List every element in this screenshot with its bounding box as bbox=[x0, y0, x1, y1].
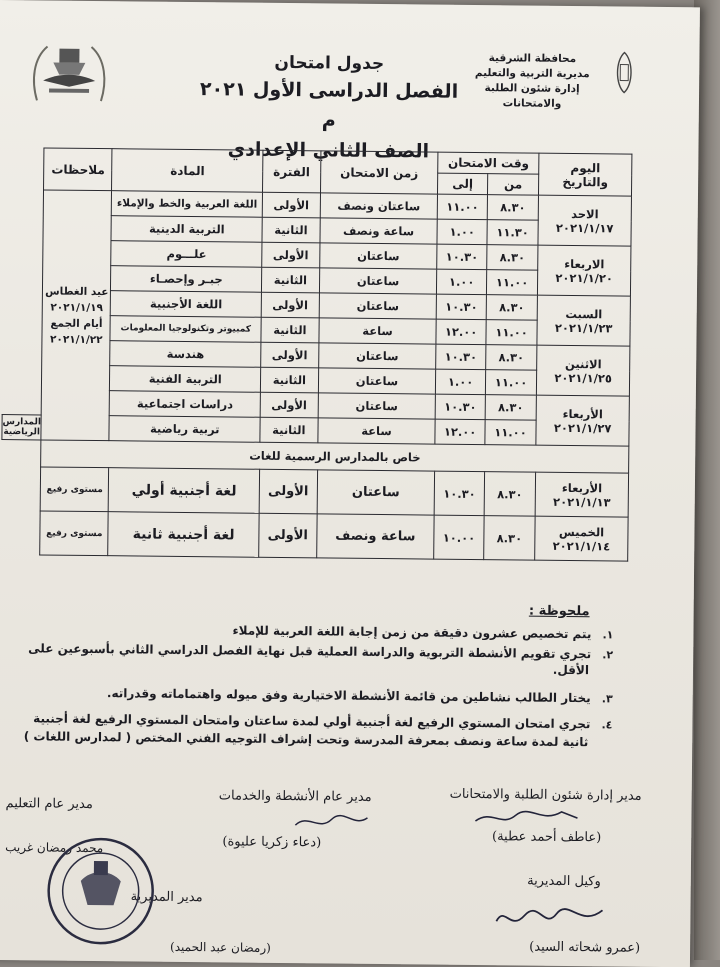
signature-exams-name: (عاطف أحمد عطية) bbox=[491, 829, 602, 846]
period-cell: الثانية bbox=[262, 267, 320, 293]
duration-cell: ساعتان bbox=[318, 368, 436, 394]
time-to-cell: ١٠.٣٠ bbox=[434, 471, 484, 516]
language-schools-title: خاص بالمدارس الرسمية للغات bbox=[41, 440, 629, 473]
header-period: الفترة bbox=[263, 150, 321, 193]
time-to-cell: ١.٠٠ bbox=[437, 269, 487, 295]
signature-exams-title: مدير إدارة شئون الطلبة والامتحانات bbox=[449, 786, 642, 804]
period-cell: الأولى bbox=[260, 392, 318, 418]
subject-cell: تربية رياضية bbox=[109, 416, 260, 443]
header-notes: ملاحظات bbox=[44, 148, 112, 191]
duration-cell: ساعتان bbox=[318, 343, 436, 369]
period-cell: الأولى bbox=[262, 242, 320, 268]
subject-cell: لغة أجنبية أولي bbox=[109, 468, 260, 514]
day-cell: السبت ٢٠٢١/١/٢٣ bbox=[537, 295, 630, 346]
note-item: ٣.يختار الطالب نشاطين من قائمة الأنشطة الاختيارية وفق ميوله واهتماماته وقدراته. bbox=[106, 686, 613, 706]
time-to-cell: ١٢.٠٠ bbox=[436, 319, 486, 345]
table-row bbox=[4, 190, 631, 222]
duration-cell: ساعة ونصف bbox=[320, 218, 438, 244]
duration-cell: ساعة bbox=[317, 418, 435, 444]
subject-cell: هندسة bbox=[110, 341, 261, 368]
note-item: ٤.تجري امتحان المستوي الرفيع لغة أجنبية أولي لمدة ساعتان وامتحان المستوي الرفيع لغة أجنبية bbox=[33, 711, 613, 732]
period-cell: الثانية bbox=[260, 417, 318, 443]
period-cell: الأولى bbox=[261, 342, 319, 368]
directorate-line-1: محافظة الشرقية bbox=[488, 52, 577, 66]
signature-director-title: مدير المديرية bbox=[130, 889, 203, 906]
time-to-cell: ١٢.٠٠ bbox=[435, 419, 485, 445]
period-cell: الأولى bbox=[259, 513, 317, 558]
time-from-cell: ١١.٠٠ bbox=[485, 420, 537, 446]
time-from-cell: ٨.٣٠ bbox=[487, 195, 539, 221]
notes-cell: عيد الغطاس ٢٠٢١/١/١٩ أيام الجمع ٢٠٢١/١/٢٢ bbox=[41, 190, 112, 441]
subject-cell: اللغة الأجنبية bbox=[111, 291, 262, 318]
duration-cell: ساعتان bbox=[319, 293, 437, 319]
exam-schedule-table bbox=[0, 147, 632, 562]
subject-cell: لغة أجنبية ثانية bbox=[108, 512, 259, 558]
eagle-emblem-icon bbox=[29, 40, 110, 111]
time-from-cell: ٨.٣٠ bbox=[486, 295, 538, 321]
note-item: ٢.تجري تقويم الأنشطة التربوية والدراسة العملية قبل نهاية الفصل الدراسي الثاني بأسبوعين على bbox=[28, 641, 614, 662]
period-cell: الأولى bbox=[262, 192, 320, 218]
title-line-3: الصف الثاني الإعدادي bbox=[227, 138, 430, 163]
title-line-2: الفصل الدراسى الأول ٢٠٢١ م bbox=[199, 78, 459, 132]
time-from-cell: ٨.٣٠ bbox=[485, 395, 537, 421]
row-note-cell: المدارس الرياضية bbox=[2, 415, 42, 440]
header-subject: المادة bbox=[112, 149, 263, 193]
official-stamp-icon bbox=[35, 830, 166, 951]
header-from: من bbox=[487, 174, 539, 196]
subject-cell: كمبيوتر وتكنولوجيا المعلومات bbox=[110, 316, 261, 343]
duration-cell: ساعتان bbox=[317, 470, 435, 515]
day-cell: الأربعاء ٢٠٢١/١/١٣ bbox=[535, 472, 628, 517]
period-cell: الأولى bbox=[261, 292, 319, 318]
notes-section bbox=[0, 598, 634, 750]
time-from-cell: ١١.٠٠ bbox=[485, 370, 537, 396]
note-item-continuation: ثانية لمدة ساعة ونصف بمعرفة المدرسة وتحت إشراف التوجيه الفني المختص ( لمدارس اللغات ) bbox=[23, 729, 589, 750]
duration-cell: ساعتان ونصف bbox=[320, 193, 438, 219]
time-to-cell: ١١.٠٠ bbox=[438, 194, 488, 220]
directorate-line-2: مديرية التربية والتعليم bbox=[474, 66, 590, 81]
time-from-cell: ٨.٣٠ bbox=[487, 245, 539, 271]
subject-cell: علـــوم bbox=[111, 241, 262, 268]
day-cell: الخميس ٢٠٢١/١/١٤ bbox=[535, 516, 628, 561]
signature-deputy-name: (عمرو شحاته السيد) bbox=[529, 939, 641, 956]
notes-title: ملحوظة : bbox=[528, 603, 590, 620]
subject-cell: التربية الدينية bbox=[111, 216, 262, 243]
time-to-cell: ١.٠٠ bbox=[437, 219, 487, 245]
signature-deputy-title: وكيل المديرية bbox=[527, 873, 601, 890]
signature-activities-name: (دعاء زكريا عليوة) bbox=[222, 834, 322, 851]
header-to: إلى bbox=[438, 173, 488, 195]
time-to-cell: ١٠.٣٠ bbox=[437, 294, 487, 320]
duration-cell: ساعة ونصف bbox=[316, 514, 434, 559]
header-day-date: اليوم والتاريخ bbox=[539, 153, 632, 196]
signature-education-title: مدير عام التعليم bbox=[5, 796, 93, 813]
signature-scribble-icon bbox=[490, 901, 610, 936]
header-duration: زمن الامتحان bbox=[320, 151, 438, 194]
table-row bbox=[1, 467, 628, 518]
period-cell: الأولى bbox=[259, 469, 317, 514]
period-cell: الثانية bbox=[262, 217, 320, 243]
note-item: ١.يتم تخصيص عشرون دقيقة من زمن إجابة اللغة العربية للإملاء bbox=[232, 623, 614, 642]
signature-education-name: محمد رمضان غريب bbox=[5, 840, 104, 856]
duration-cell: ساعة bbox=[319, 318, 437, 344]
row-note-cell: مستوى رفيع bbox=[41, 467, 109, 512]
day-cell: الاثنين ٢٠٢١/١/٢٥ bbox=[537, 345, 630, 396]
time-to-cell: ١٠.٣٠ bbox=[436, 344, 486, 370]
time-from-cell: ١١.٣٠ bbox=[487, 220, 539, 246]
directorate-line-3: إدارة شئون الطلبة والامتحانات bbox=[484, 82, 580, 110]
row-note-cell: مستوى رفيع bbox=[40, 511, 108, 556]
day-cell: الأربعاء ٢٠٢١/١/٢٧ bbox=[536, 395, 629, 446]
time-from-cell: ٨.٣٠ bbox=[484, 472, 536, 517]
directorate-logo-icon bbox=[611, 50, 637, 94]
time-to-cell: ١٠.٠٠ bbox=[434, 515, 484, 560]
duration-cell: ساعتان bbox=[319, 268, 437, 294]
time-from-cell: ١١.٠٠ bbox=[486, 270, 538, 296]
subject-cell: دراسات اجتماعية bbox=[110, 391, 261, 418]
subject-cell: التربية الفنية bbox=[110, 366, 261, 393]
time-from-cell: ٨.٣٠ bbox=[486, 345, 538, 371]
time-from-cell: ٨.٣٠ bbox=[484, 516, 536, 561]
time-to-cell: ١.٠٠ bbox=[436, 369, 486, 395]
duration-cell: ساعتان bbox=[319, 243, 437, 269]
note-item-continuation: الأقل. bbox=[552, 662, 590, 678]
time-to-cell: ١٠.٣٠ bbox=[435, 394, 485, 420]
table-row bbox=[1, 511, 628, 562]
signature-scribble-icon bbox=[471, 805, 581, 830]
day-cell: الاحد ٢٠٢١/١/١٧ bbox=[538, 195, 631, 246]
subject-cell: جبـر وإحصـاء bbox=[111, 266, 262, 293]
title-line-1: جدول امتحان bbox=[274, 52, 385, 75]
day-cell: الاربعاء ٢٠٢١/١/٢٠ bbox=[538, 245, 631, 296]
duration-cell: ساعتان bbox=[318, 393, 436, 419]
signature-director-name: (رمضان عبد الحميد) bbox=[170, 939, 271, 955]
time-from-cell: ١١.٠٠ bbox=[486, 320, 538, 346]
time-to-cell: ١٠.٣٠ bbox=[437, 244, 487, 270]
directorate-header bbox=[457, 51, 608, 113]
header-exam-time: وقت الامتحان bbox=[438, 152, 539, 174]
period-cell: الثانية bbox=[260, 367, 318, 393]
subject-cell: اللغة العربية والخط والإملاء bbox=[112, 191, 263, 218]
period-cell: الثانية bbox=[261, 317, 319, 343]
signature-activities-title: مدير عام الأنشطة والخدمات bbox=[218, 788, 372, 805]
signature-scribble-icon bbox=[291, 811, 371, 834]
